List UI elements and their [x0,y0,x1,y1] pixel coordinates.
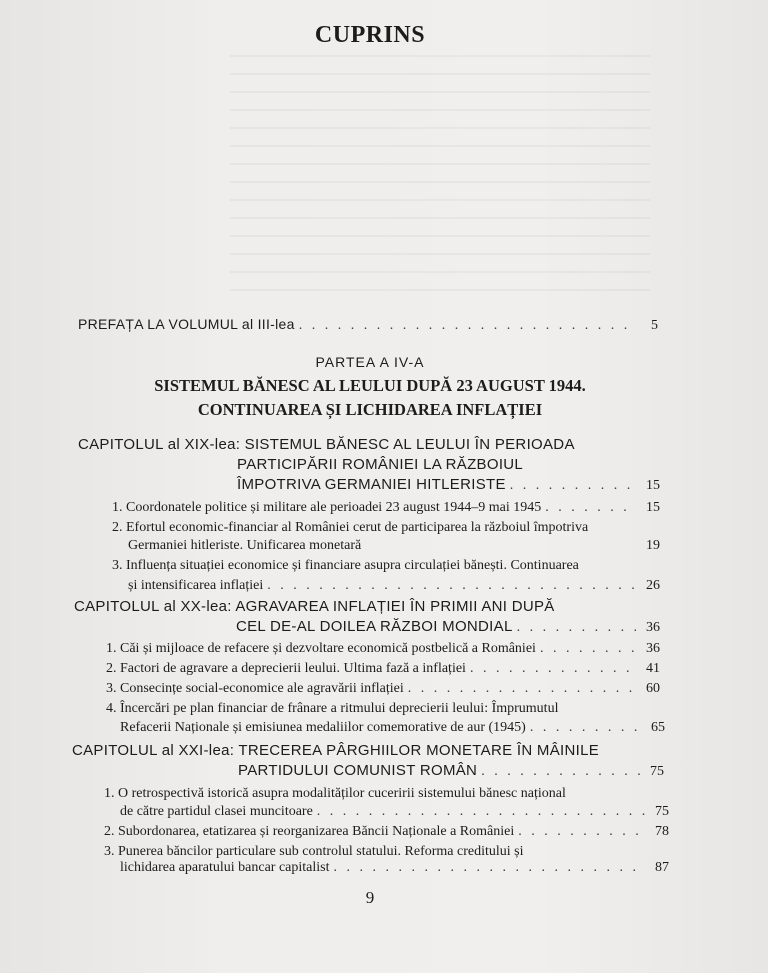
section-page: 60 [646,681,660,696]
chapter-21-heading-line-1: CAPITOLUL al XXI-lea: TRECEREA PÂRGHIILOR MONETARE ÎN MÂINILE [72,742,600,759]
section-text: 2. Factori de agravare a deprecierii leului. Ultima fază a inflației [106,661,466,676]
chapter-page: 15 [646,478,660,493]
section-19-3 [128,578,660,594]
page-title: CUPRINS [314,22,426,48]
section-text: 2. Subordonarea, etatizarea și reorganizarea Băncii Naționale a României [104,824,515,839]
toc-entry-page: 5 [651,318,658,333]
section-page: 65 [651,720,665,735]
section-20-3 [106,681,660,697]
chapter-heading-text: PARTIDULUI COMUNIST ROMÂN [238,762,478,779]
chapter-19-heading-line-1: CAPITOLUL al XIX-lea: SISTEMUL BĂNESC AL LEULUI ÎN PERIOADA [78,436,575,453]
leader-dots [545,500,636,516]
section-20-4-line-1: 4. Încercări pe plan financiar de frânare a ritmului deprecierii leului: Împrumutul [106,701,559,716]
section-21-2 [104,824,669,840]
chapter-20-heading-line-2 [236,618,660,636]
section-21-1-line-1: 1. O retrospectivă istorică asupra modalităților cuceririi sistemului bănesc național [104,786,566,801]
section-text: 1. Căi și mijloace de refacere și dezvoltare economică postbelică a României [106,641,536,656]
section-page: 41 [646,661,660,676]
leader-dots [510,478,636,494]
section-page: 75 [655,804,669,819]
chapter-21-heading-line-2 [238,762,664,780]
leader-dots [517,620,636,636]
section-21-3-line-1: 3. Punerea băncilor particulare sub controlul statului. Reforma creditului și [104,844,524,859]
leader-dots [408,681,636,697]
section-20-1 [106,641,660,657]
toc-entry-label: PREFAȚA LA VOLUMUL al III-lea [78,316,295,332]
section-20-4 [120,720,665,736]
section-21-1 [120,804,669,820]
section-text: 3. Consecințe social-economice ale agravării inflației [106,681,404,696]
leader-dots [267,578,636,594]
section-text: 1. Coordonatele politice și militare ale perioadei 23 august 1944–9 mai 1945 [112,500,542,515]
section-20-2 [106,661,660,677]
part-label: PARTEA A IV-A [315,354,425,370]
leader-dots [540,641,636,657]
section-text: de către partidul clasei muncitoare [120,804,313,819]
page-number: 9 [365,888,375,907]
chapter-page: 75 [650,764,664,779]
section-text: lichidarea aparatului bancar capitalist [120,860,330,875]
section-19-1 [112,500,660,516]
toc-entry-preface [78,316,658,334]
leader-dots [530,720,641,736]
section-19-2-line-1: 2. Efortul economic-financiar al României cerut de participarea la războiul împotriva [112,520,589,535]
chapter-19-heading-line-2: PARTICIPĂRII ROMÂNIEI LA RĂZBOIUL [237,456,524,473]
section-text: Refacerii Naționale și emisiunea medaliilor comemorative de aur (1945) [120,720,526,735]
leader-dots [470,661,636,677]
chapter-19-heading-line-3 [237,476,660,494]
leader-dots [481,764,640,780]
leader-dots [299,318,634,334]
section-page: 15 [646,500,660,515]
chapter-20-heading-line-1: CAPITOLUL al XX-lea: AGRAVAREA INFLAȚIEI ÎN PRIMII ANI DUPĂ [74,598,555,615]
section-page: 26 [646,578,660,593]
chapter-heading-text: ÎMPOTRIVA GERMANIEI HITLERISTE [237,476,506,493]
part-title-line-1: SISTEMUL BĂNESC AL LEULUI DUPĂ 23 AUGUST 1944. [154,376,586,395]
leader-dots [518,824,645,840]
chapter-page: 36 [646,620,660,635]
show-through-text [230,55,650,295]
leader-dots [334,860,645,876]
section-text: Germaniei hitleriste. Unificarea monetară [128,538,362,553]
part-title-line-2: CONTINUAREA ȘI LICHIDAREA INFLAȚIEI [197,400,543,419]
section-page: 36 [646,641,660,656]
section-text: și intensificarea inflației [128,578,264,593]
section-21-3 [120,860,669,876]
chapter-heading-text: CEL DE-AL DOILEA RĂZBOI MONDIAL [236,618,513,635]
section-19-3-line-1: 3. Influența situației economice și financiare asupra circulației bănești. Continuarea [112,558,579,573]
section-page: 19 [646,538,660,553]
leader-dots [317,804,645,820]
section-page: 78 [655,824,669,839]
section-19-2 [128,538,660,554]
section-page: 87 [655,860,669,875]
